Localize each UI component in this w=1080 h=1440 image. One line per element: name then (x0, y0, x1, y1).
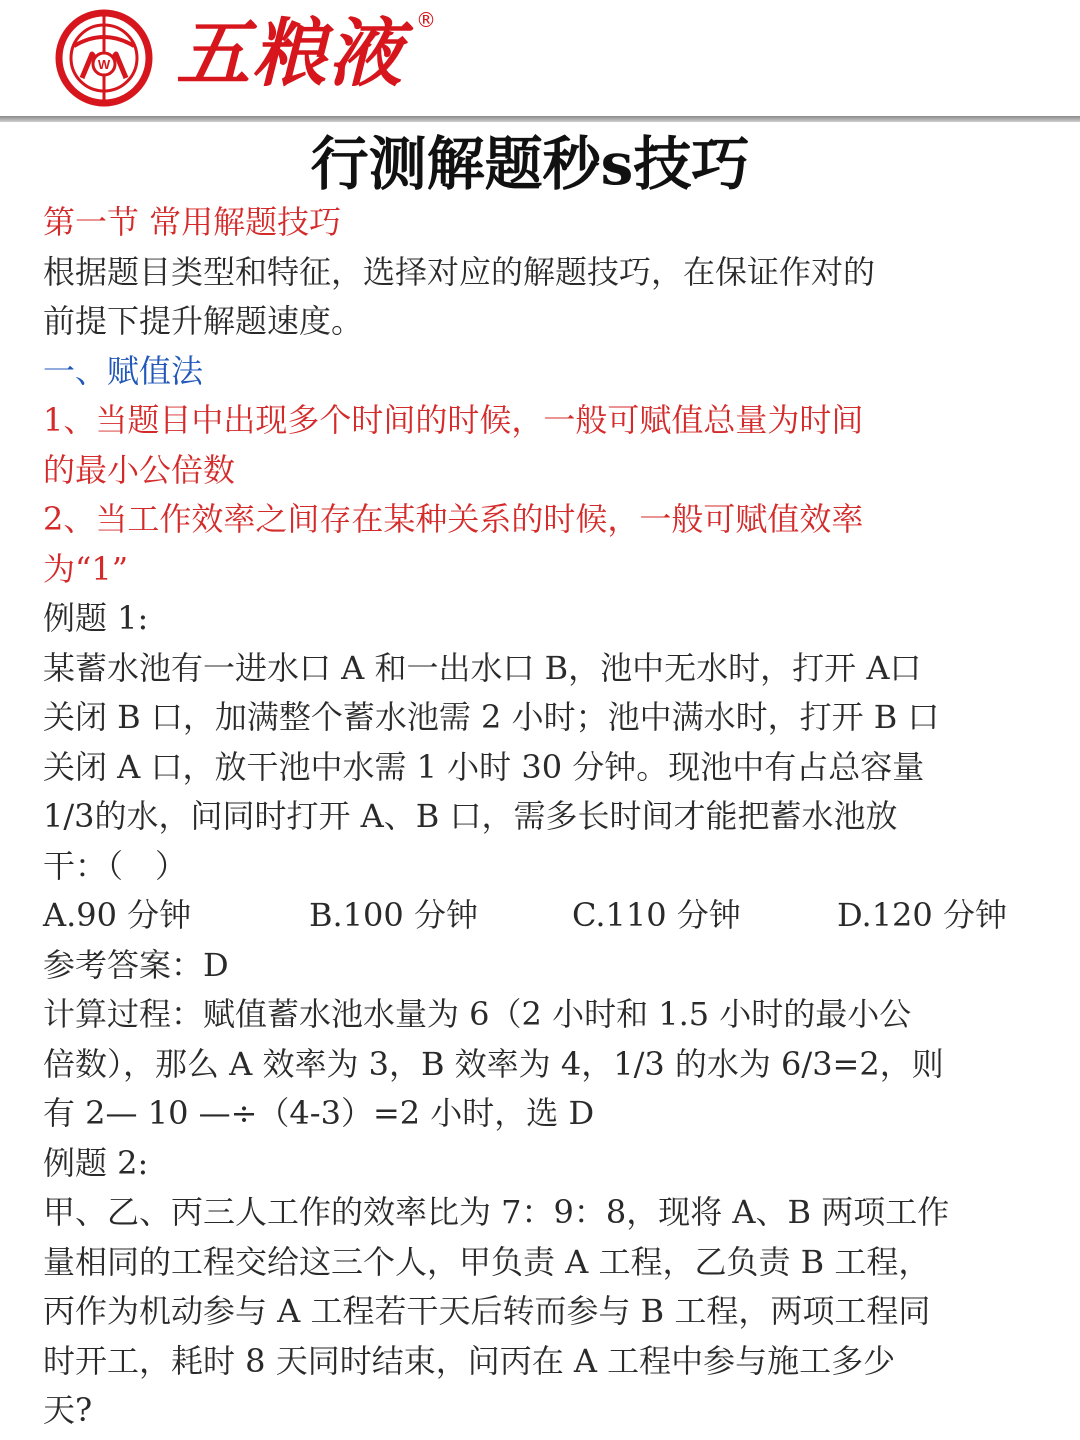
brand-header (0, 0, 1080, 118)
example2-label: 例题 2: (43, 1143, 149, 1182)
example1-question-line: 1/3的水，问同时打开 A、B 口，需多长时间才能把蓄水池放 (43, 797, 898, 835)
example2-question-line: 量相同的工程交给这三个人，甲负责 A 工程，乙负责 B 工程， (43, 1242, 931, 1281)
registered-mark: ® (416, 8, 436, 32)
rule-line: 1、当题目中出现多个时间的时候，一般可赋值总量为时间 (43, 401, 864, 439)
brand-logotype: 五粮液 (176, 11, 404, 97)
method-title: 一、赋值法 (43, 351, 204, 390)
example1-solution-line: 有 2— 10 —÷（4-3）=2 小时，选 D (43, 1094, 595, 1132)
option-a: A.90 分钟 (43, 896, 192, 934)
svg-text:W: W (97, 57, 111, 72)
article-body (43, 198, 1043, 1436)
option-d: D.120 分钟 (837, 896, 1007, 934)
wuliangye-emblem-icon (52, 8, 156, 108)
example1-solution-line: 计算过程：赋值蓄水池水量为 6（2 小时和 1.5 小时的最小公 (43, 995, 912, 1033)
option-b: B.100 分钟 (309, 896, 478, 934)
example1-question-line: 干：（ ） (43, 846, 188, 885)
example2-question-line: 甲、乙、丙三人工作的效率比为 7：9：8，现将 A、B 两项工作 (43, 1193, 950, 1231)
section-heading: 第一节 常用解题技巧 (43, 203, 342, 241)
example1-answer: 参考答案：D (43, 945, 229, 984)
example1-question-line: 关闭 B 口，加满整个蓄水池需 2 小时；池中满水时，打开 B 口 (43, 698, 940, 736)
rule-line: 的最小公倍数 (43, 450, 236, 489)
rule-line: 为“1” (43, 549, 129, 588)
intro-line: 前提下提升解题速度。 (43, 302, 364, 340)
page-title: 行测解题秒s技巧 (310, 130, 750, 198)
header-divider (0, 116, 1080, 122)
example2-question-line: 丙作为机动参与 A 工程若干天后转而参与 B 工程，两项工程同 (43, 1292, 931, 1330)
example1-options (43, 891, 1043, 941)
option-c: C.110 分钟 (572, 896, 741, 934)
example1-question-line: 某蓄水池有一进水口 A 和一出水口 B，池中无水时，打开 A口 (43, 648, 922, 687)
example2-question-line: 天? (43, 1391, 93, 1429)
intro-line: 根据题目类型和特征，选择对应的解题技巧，在保证作对的 (43, 252, 876, 291)
example1-label: 例题 1: (43, 599, 149, 637)
example2-question-line: 时开工，耗时 8 天同时结束，问丙在 A 工程中参与施工多少 (43, 1341, 896, 1380)
example1-question-line: 关闭 A 口，放干池中水需 1 小时 30 分钟。现池中有占总容量 (43, 747, 925, 786)
example1-solution-line: 倍数），那么 A 效率为 3，B 效率为 4，1/3 的水为 6/3=2，则 (43, 1044, 944, 1083)
rule-line: 2、当工作效率之间存在某种关系的时候，一般可赋值效率 (43, 500, 864, 538)
